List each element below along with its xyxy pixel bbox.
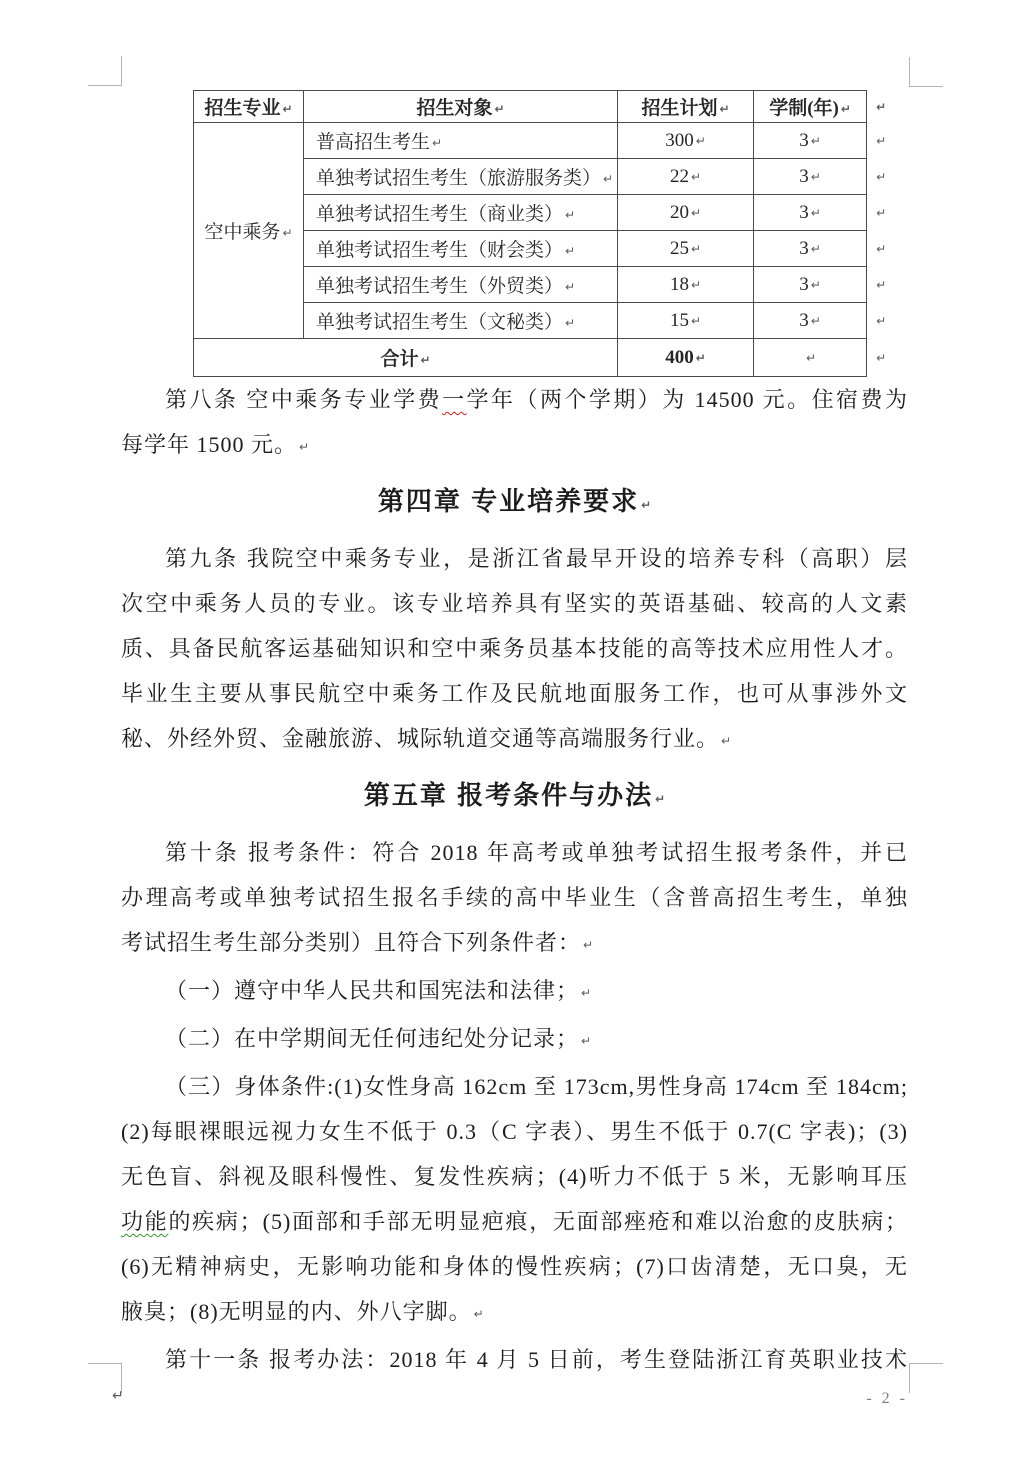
paragraph-mark: ↵ bbox=[721, 734, 732, 748]
article-10-paragraph: 第十条 报考条件：符合 2018 年高考或单独考试招生报考条件，并已 办理高考或单独考试招生报名手续的高中毕业生（含普高招生考生，单独 考试招生考生部分类别）且符合下列条件者： ↵ bbox=[121, 840, 908, 955]
paragraph-mark: ↵ bbox=[719, 102, 730, 116]
table-header-row bbox=[194, 91, 897, 123]
paragraph-mark: ↵ bbox=[581, 1034, 592, 1048]
total-plan-cell: 400 ↵ bbox=[618, 339, 754, 377]
header-plan: 招生计划 ↵ bbox=[618, 91, 754, 123]
row-end-mark: ↵ bbox=[867, 303, 897, 339]
paragraph-mark: ↵ bbox=[840, 102, 851, 116]
table-row: 单独考试招生考生（文秘类） ↵ 15 ↵ 3 ↵ ↵ bbox=[194, 303, 897, 339]
chapter-4-heading: 第四章 专业培养要求 ↵ bbox=[377, 486, 652, 516]
crop-mark-top-right bbox=[909, 57, 943, 87]
paragraph-mark: ↵ bbox=[282, 226, 293, 240]
table-row: 单独考试招生考生（旅游服务类） ↵ 22 ↵ 3 ↵ ↵ bbox=[194, 159, 897, 195]
article-8-paragraph bbox=[121, 377, 908, 470]
paragraph-mark: ↵ bbox=[473, 1307, 484, 1321]
footer-paragraph-mark: ↵ bbox=[112, 1388, 124, 1404]
header-target: 招生对象 ↵ bbox=[304, 91, 618, 123]
chapter-5-heading: 第五章 报考条件与办法 ↵ bbox=[363, 780, 666, 810]
crop-mark-top-left bbox=[88, 56, 122, 86]
row-end-mark: ↵ bbox=[867, 267, 897, 303]
paragraph-mark: ↵ bbox=[655, 792, 666, 806]
row-end-mark: ↵ bbox=[867, 159, 897, 195]
row-end-mark: ↵ bbox=[867, 339, 897, 377]
paragraph-mark: ↵ bbox=[494, 102, 505, 116]
article-9-paragraph: 第九条 我院空中乘务专业，是浙江省最早开设的培养专科（高职）层 次空中乘务人员的专业。该专业培养具有坚实的英语基础、较高的人文素 质、具备民航客运基础知识和空中乘务员基本技能的高等技术应用性人才。 毕业生主要从事民航空中乘务工作及民航地面服务工作，也可从事涉外文 秘、外经外贸、金融旅游、城际轨道交通等高端服务行业。 ↵ bbox=[121, 546, 908, 751]
row-end-mark: ↵ bbox=[867, 231, 897, 267]
header-years: 学制(年) ↵ bbox=[754, 91, 867, 123]
page-number: - 2 - bbox=[866, 1390, 908, 1407]
condition-item-3: （三）身体条件:(1)女性身高 162cm 至 173cm,男性身高 174cm 至 184cm; (2)每眼裸眼远视力女生不低于 0.3（C 字表）、男生不低于 0.7(C 字表)；(3) 无色盲、斜视及眼科慢性、复发性疾病；(4)听力不低于 5 米，无影响耳压 功能的疾病；(5)面部和手部无明显疤痕，无面部痤疮和难以治愈的皮肤病； (6)无精神病史，无影响功能和身体的慢性疾病；(7)口齿清楚，无口臭，无 腋臭；(8)无明显的内、外八字脚。 ↵ bbox=[121, 1074, 908, 1324]
article-8-line-2: 每学年 1500 元。 ↵ bbox=[121, 432, 310, 457]
crop-mark-bottom-right bbox=[909, 1363, 943, 1393]
table-row: 空中乘务 ↵ 普高招生考生 ↵ 300 ↵ 3 ↵ ↵ bbox=[194, 123, 897, 159]
table-row: 单独考试招生考生（外贸类） ↵ 18 ↵ 3 ↵ ↵ bbox=[194, 267, 897, 303]
red-squiggly-text: 一 bbox=[442, 387, 467, 412]
table-row: 单独考试招生考生（商业类） ↵ 20 ↵ 3 ↵ ↵ bbox=[194, 195, 897, 231]
table-row: 单独考试招生考生（财会类） ↵ 25 ↵ 3 ↵ ↵ bbox=[194, 231, 897, 267]
total-label-cell: 合计 ↵ bbox=[194, 339, 618, 377]
total-years-cell: ↵ bbox=[754, 339, 867, 377]
enrollment-table bbox=[193, 90, 897, 377]
paragraph-mark: ↵ bbox=[299, 440, 310, 454]
total-row bbox=[194, 339, 897, 377]
major-cell: 空中乘务 ↵ bbox=[194, 123, 304, 339]
condition-item-1: （一）遵守中华人民共和国宪法和法律； ↵ bbox=[165, 978, 592, 1003]
article-8-line-1: 第八条 空中乘务专业学费一学年（两个学期）为 14500 元。住宿费为 bbox=[165, 387, 908, 412]
article-11-paragraph: 第十一条 报考办法：2018 年 4 月 5 日前，考生登陆浙江育英职业技术 bbox=[165, 1347, 908, 1372]
condition-item-2: （二）在中学期间无任何违纪处分记录； ↵ bbox=[165, 1026, 592, 1051]
green-squiggly-text: 功能 bbox=[121, 1209, 169, 1234]
paragraph-mark: ↵ bbox=[282, 102, 293, 116]
row-end-mark: ↵ bbox=[867, 91, 897, 123]
header-major: 招生专业 ↵ bbox=[194, 91, 304, 123]
row-end-mark: ↵ bbox=[867, 195, 897, 231]
paragraph-mark: ↵ bbox=[581, 986, 592, 1000]
paragraph-mark: ↵ bbox=[641, 498, 652, 512]
paragraph-mark: ↵ bbox=[583, 938, 594, 952]
document-body bbox=[121, 377, 908, 1382]
row-end-mark: ↵ bbox=[867, 123, 897, 159]
